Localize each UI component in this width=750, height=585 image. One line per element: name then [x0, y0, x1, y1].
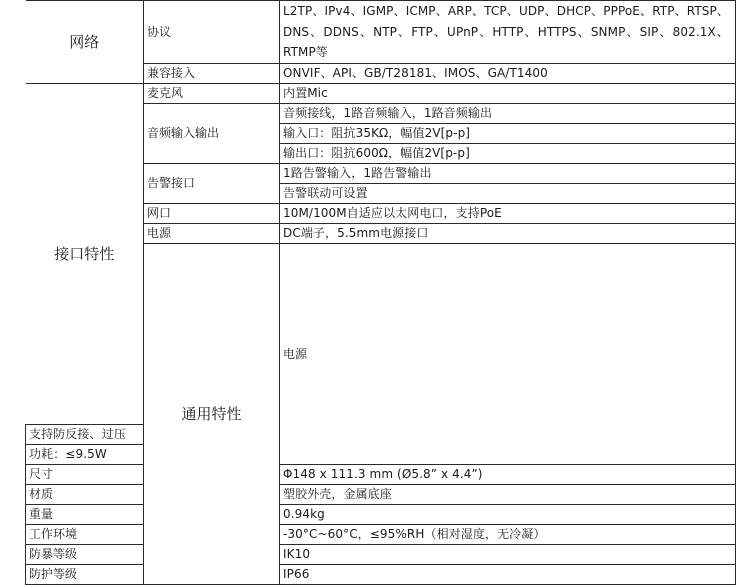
table-row — [26, 484, 736, 504]
spec-name-power-interface: 电源 — [144, 223, 280, 243]
spec-value-power-interface: DC端子，5.5mm电源接口 — [280, 223, 736, 243]
table-row — [26, 564, 736, 584]
spec-name-mic: 麦克风 — [144, 83, 280, 103]
spec-name-protocol: 协议 — [144, 1, 280, 64]
spec-name-vandal-rating: 防暴等级 — [26, 544, 144, 564]
spec-value-environment: -30°C~60°C，≤95%RH（相对湿度，无冷凝） — [280, 524, 736, 544]
spec-value-audio-3: 输出口：阻抗600Ω，幅值2V[p-p] — [280, 143, 736, 163]
spec-name-material: 材质 — [26, 484, 144, 504]
spec-value-weight: 0.94kg — [280, 504, 736, 524]
spec-value-mic: 内置Mic — [280, 83, 736, 103]
spec-name-alarm: 告警接口 — [144, 163, 280, 203]
category-interface: 接口特性 — [26, 83, 144, 424]
spec-value-size: Φ148 x 111.3 mm (Ø5.8” x 4.4”) — [280, 464, 736, 484]
spec-name-network-port: 网口 — [144, 203, 280, 223]
table-row — [26, 504, 736, 524]
spec-value-network-port: 10M/100M自适应以太网电口，支持PoE — [280, 203, 736, 223]
spec-value-alarm-1: 1路告警输入，1路告警输出 — [280, 163, 736, 183]
spec-name-weight: 重量 — [26, 504, 144, 524]
spec-name-size: 尺寸 — [26, 464, 144, 484]
table-row — [26, 464, 736, 484]
spec-name-protection-rating: 防护等级 — [26, 564, 144, 584]
table-row — [26, 83, 736, 103]
spec-value-vandal-rating: IK10 — [280, 544, 736, 564]
spec-value-protocol: L2TP、IPv4、IGMP、ICMP、ARP、TCP、UDP、DHCP、PPPoE、RTP、RTSP、DNS、DDNS、NTP、FTP、UPnP、HTTP、HTTPS、SNMP、SIP、802.1X、RTMP等 — [280, 1, 736, 64]
spec-value-power-2: 支持防反接、过压 — [26, 424, 144, 444]
table-row — [26, 1, 736, 64]
spec-value-alarm-2: 告警联动可设置 — [280, 183, 736, 203]
spec-table — [25, 0, 736, 585]
spec-value-power-3: 功耗：≤9.5W — [26, 444, 144, 464]
category-network: 网络 — [26, 1, 144, 84]
spec-value-audio-1: 音频接线，1路音频输入，1路音频输出 — [280, 103, 736, 123]
table-row — [26, 524, 736, 544]
spec-value-audio-2: 输入口：阻抗35KΩ，幅值2V[p-p] — [280, 123, 736, 143]
spec-value-protection-rating: IP66 — [280, 564, 736, 584]
spec-value-material: 塑胶外壳，金属底座 — [280, 484, 736, 504]
spec-name-compat: 兼容接入 — [144, 63, 280, 83]
spec-name-power: 电源 — [280, 243, 736, 464]
spec-name-environment: 工作环境 — [26, 524, 144, 544]
spec-value-compat: ONVIF、API、GB/T28181、IMOS、GA/T1400 — [280, 63, 736, 83]
category-general: 通用特性 — [144, 243, 280, 584]
table-row — [26, 544, 736, 564]
spec-name-audio: 音频输入输出 — [144, 103, 280, 163]
